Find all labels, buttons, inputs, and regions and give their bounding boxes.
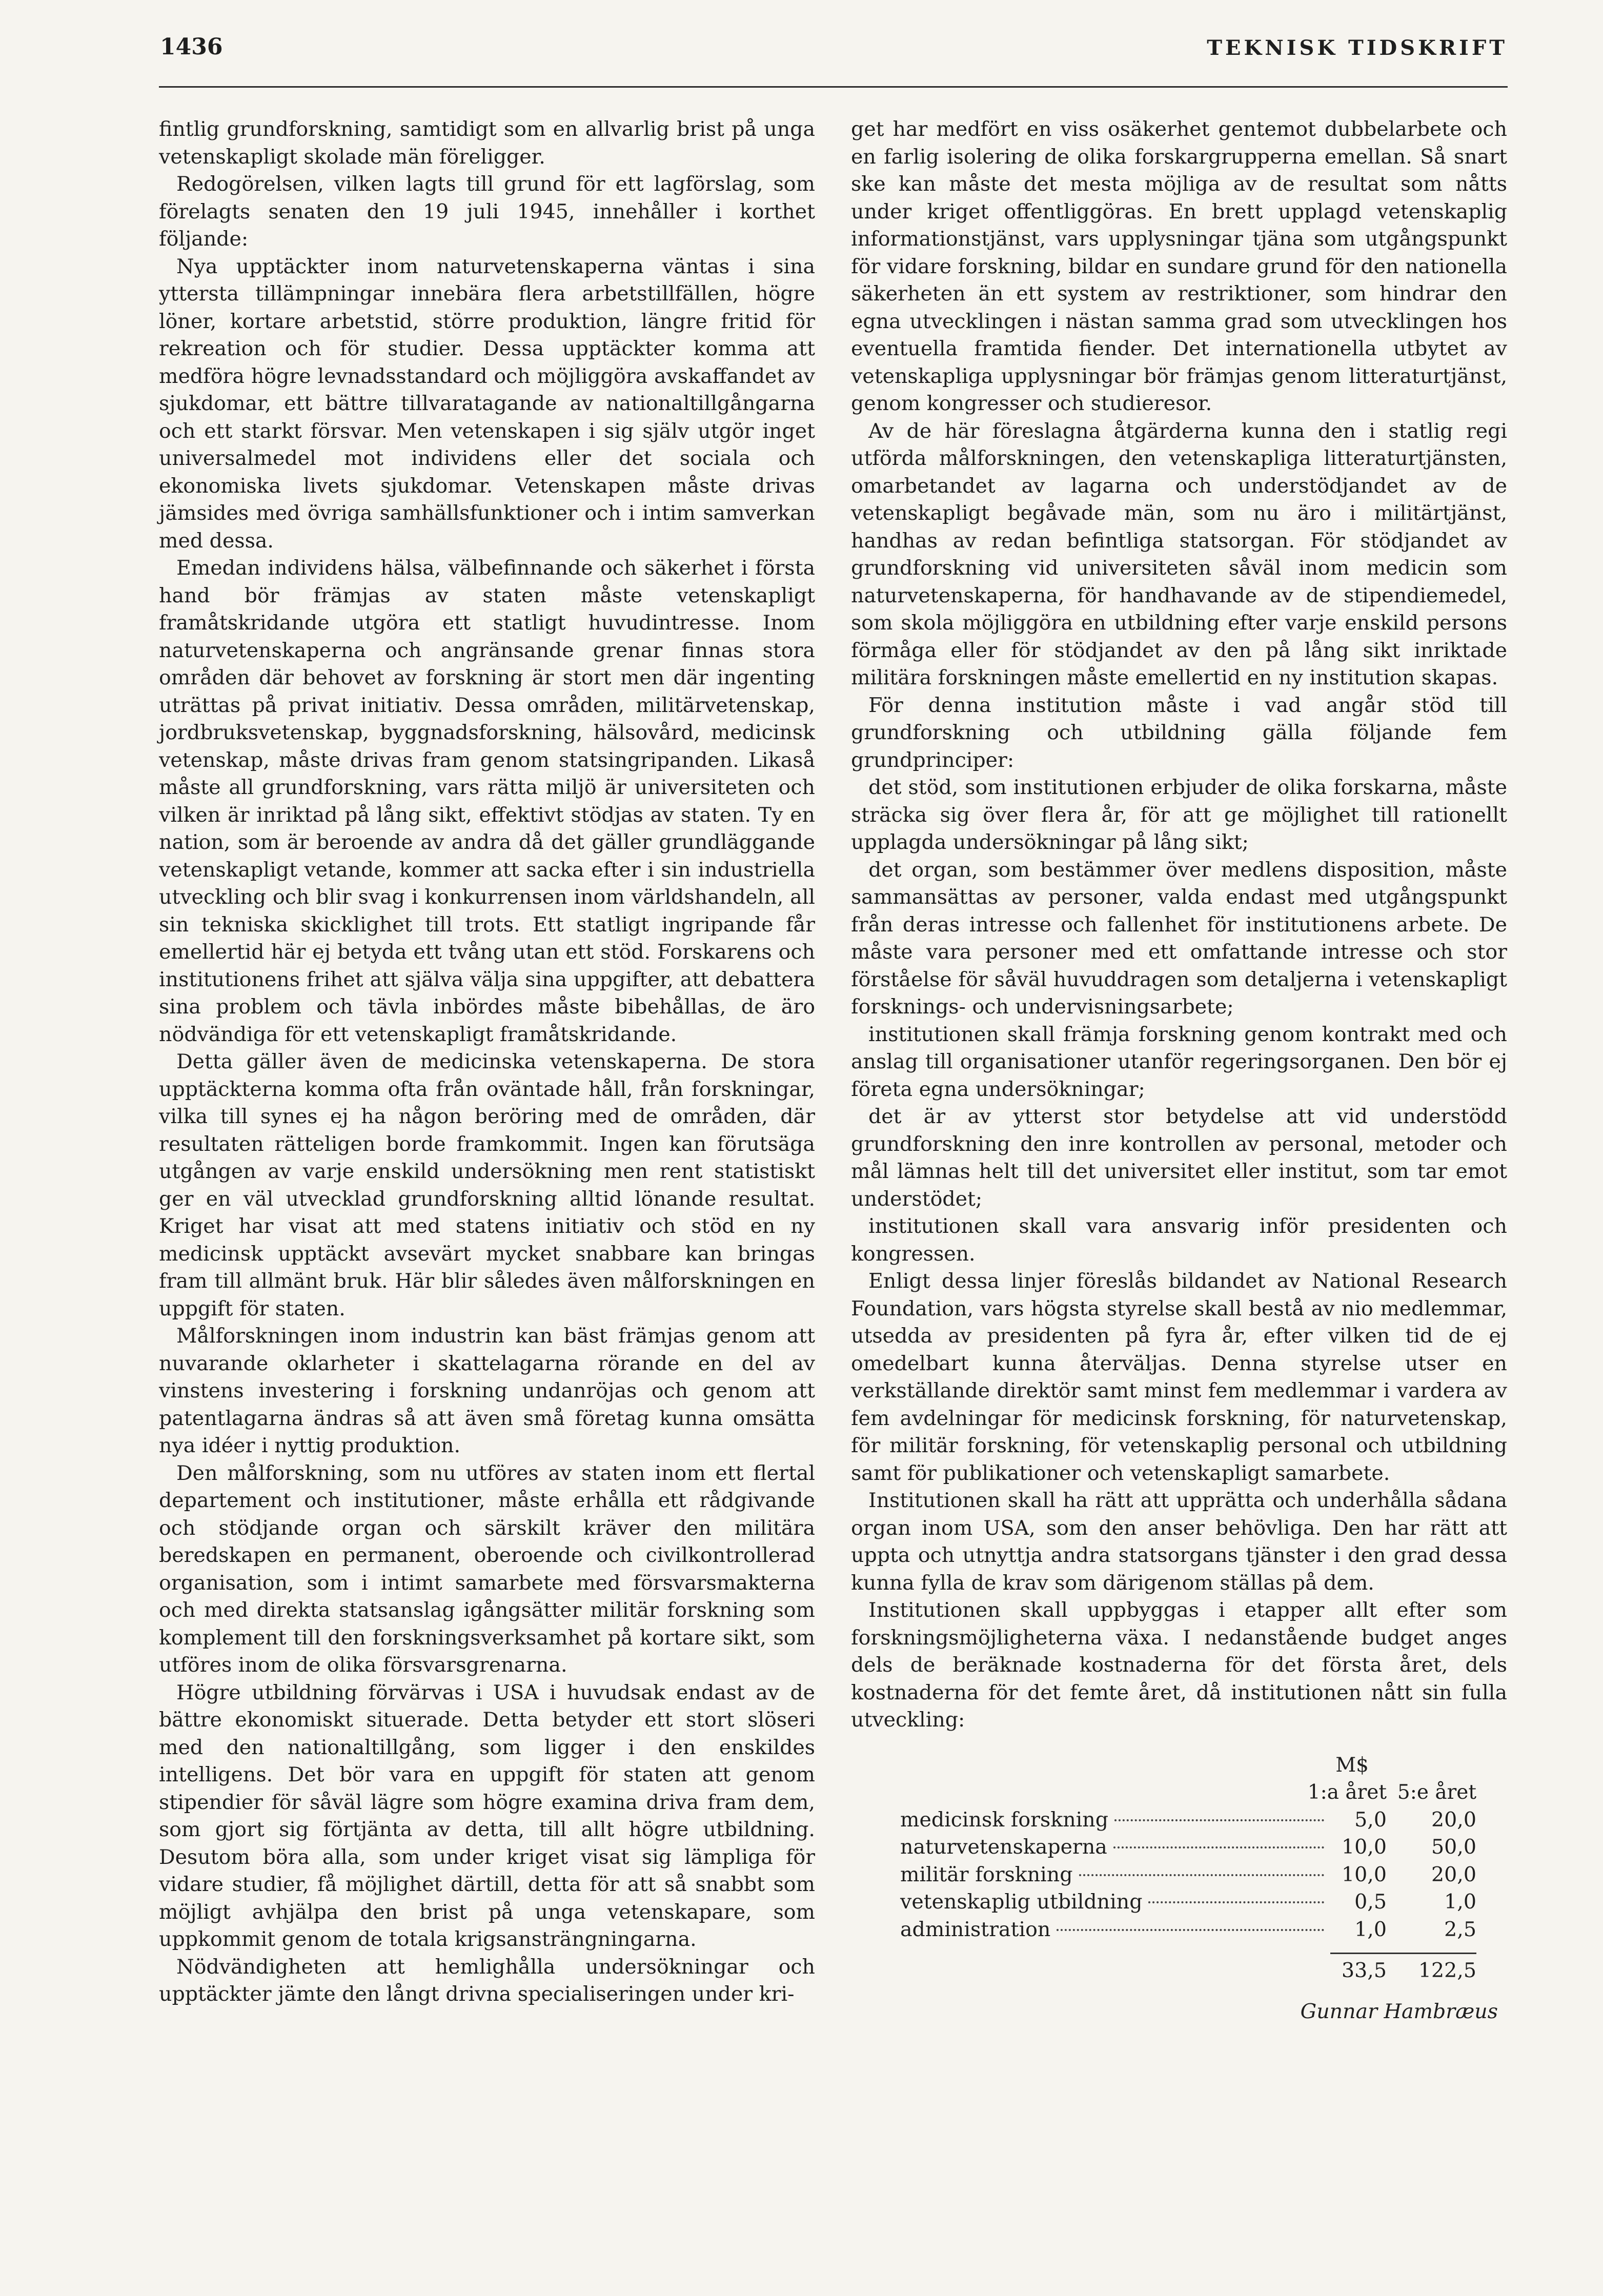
leader-dots (1148, 1901, 1324, 1903)
budget-col-year1: 1:a året (1307, 1781, 1387, 1804)
paragraph: Redogörelsen, vilken lagts till grund för ett lagförslag, som förelagts senaten den 19 juli 1945, innehåller i korthet följande: (159, 172, 815, 251)
page-number: 1436 (160, 34, 223, 60)
budget-row-label: medicinsk forskning (900, 1807, 1108, 1832)
journal-title: TEKNISK TIDSKRIFT (1207, 36, 1508, 60)
budget-year1-value: 5,0 (1354, 1807, 1387, 1832)
budget-row-label: naturvetenskaperna (900, 1835, 1107, 1859)
budget-year5-value: 2,5 (1444, 1917, 1476, 1941)
leader-dots (1057, 1929, 1324, 1931)
budget-year1-value: 1,0 (1354, 1917, 1387, 1941)
header-rule (159, 86, 1508, 88)
paragraph: För denna institution måste i vad angår stöd till grundforskning och utbildning gälla följande fem grundprinciper: (851, 693, 1507, 772)
paragraph: Målforskningen inom industrin kan bäst främjas genom att nuvarande oklarheter i skattelagarna rörande en del av vinstens investering i forskning undanröjas och genom att patentlagarna ändras så att även små företag kunna omsätta nya idéer i nyttig produktion. (159, 1324, 815, 1457)
paragraph: Emedan individens hälsa, välbefinnande och säkerhet i första hand bör främjas av staten måste vetenskapligt framåtskridande utgöra ett statligt huvudintresse. Inom naturvetenskaperna och angränsande grenar finnas stora områden där behovet av forskning är stort men där ingenting uträttas på privat initiativ. Dessa områden, militärvetenskap, jordbruksvetenskap, byggnadsforskning, hälsovård, medicinsk vetenskap, måste drivas fram genom statsingripanden. Likaså måste all grundforskning, vars rätta miljö är universiteten och vilken är inriktad på lång sikt, effektivt stödjas av staten. Ty en nation, som är beroende av andra då det gäller grundläggande vetenskapligt vetande, kommer att sacka efter i sin industriella utveckling och blir svag i konkurrensen inom världshandeln, all sin tekniska skicklighet till trots. Ett statligt ingripande får emellertid här ej betyda ett tvång utan ett stöd. Forskarens och institutionens frihet att själva välja sina uppgifter, att debattera sina problem och tävla inbördes måste bibehållas, de äro nödvändiga för ett vetenskapligt framåtskridande. (159, 556, 815, 1046)
budget-total-year1: 33,5 (1330, 1953, 1387, 1985)
paragraph: get har medfört en viss osäkerhet gentemot dubbelarbete och en farlig isolering de olika forskargrupperna emellan. Så snart ske kan måste det mesta möjliga av de resultat som nåtts under kriget offentliggöras. En brett upplagd vetenskaplig informationstjänst, vars upplysningar tjäna som utgångspunkt för vidare forskning, bildar en sundare grund för den nationella säkerheten än ett system av restriktioner, som hindrar den egna utvecklingen i nästan samma grad som utvecklingen hos eventuella framtida fiender. Det internationella utbytet av vetenskapliga upplysningar bör främjas genom litteraturtjänst, genom kongresser och studieresor. (851, 117, 1507, 415)
principle-item: institutionen skall främja forskning genom kontrakt med och anslag till organisationer utanför regeringsorganen. Den bör ej företa egna undersökningar; (851, 1022, 1507, 1101)
paragraph: Den målforskning, som nu utföres av staten inom ett flertal departement och institutioner, måste erhålla ett rådgivande och stödjande organ och särskilt kräver den militära beredskapen en permanent, oberoende och civilkontrollerad organisation, som i intimt samarbete med försvarsmakterna och med direkta statsanslag igångsätter militär forskning som komplement till den forskningsverksamhet på kortare sikt, som utföres inom de olika försvarsgrenarna. (159, 1461, 815, 1677)
paragraph: Institutionen skall ha rätt att upprätta och underhålla sådana organ inom USA, som den anser behövliga. Den har rätt att uppta och utnyttja andra statsorgans tjänster i den grad dessa kunna fylla de krav som därigenom ställas på dem. (851, 1489, 1507, 1595)
budget-table (851, 1752, 1476, 1985)
principle-item: institutionen skall vara ansvarig inför presidenten och kongressen. (851, 1214, 1507, 1266)
right-column (851, 116, 1507, 2025)
budget-currency: M$ (1335, 1753, 1369, 1777)
budget-year1-value: 0,5 (1354, 1890, 1387, 1914)
budget-row-label: administration (900, 1917, 1051, 1941)
budget-col-year5: 5:e året (1397, 1781, 1476, 1804)
paragraph: Nya upptäckter inom naturvetenskaperna väntas i sina yttersta tillämpningar innebära flera arbetstillfällen, högre löner, kortare arbetstid, större produktion, längre fritid för rekreation och för studier. Dessa upptäckter komma att medföra högre levnadsstandard och möjliggöra avskaffandet av sjukdomar, ett bättre tillvaratagande av nationaltillgångarna och ett starkt försvar. Men vetenskapen i sig själv utgör inget universalmedel mot individens eller det sociala och ekonomiska livets sjukdomar. Vetenskapen måste drivas jämsides med övriga samhällsfunktioner och i intim samverkan med dessa. (159, 254, 815, 553)
budget-column-headers (851, 1779, 1476, 1806)
left-column (159, 116, 815, 2008)
paragraph: Enligt dessa linjer föreslås bildandet av National Research Foundation, vars högsta styrelse skall bestå av nio medlemmar, utsedda av presidenten på fyra år, efter vilken tid de ej omedelbart kunna återväljas. Denna styrelse utser en verkställande direktör samt minst fem medlemmar i vardera av fem avdelningar för medicinsk forskning, för naturvetenskap, för militär forskning, för vetenskaplig personal och utbildning samt för publikationer och vetenskapligt samarbete. (851, 1269, 1507, 1485)
leader-dots (1079, 1874, 1324, 1876)
budget-year5-value: 1,0 (1444, 1890, 1476, 1914)
principle-item: det stöd, som institutionen erbjuder de olika forskarna, måste sträcka sig över flera år, för att ge möjlighet till rationellt upplagda undersökningar på lång sikt; (851, 776, 1507, 854)
budget-year5-value: 50,0 (1431, 1835, 1476, 1859)
author-signature: Gunnar Hambræus (1300, 1999, 1498, 2023)
budget-row (851, 1916, 1476, 1944)
paragraph: Institutionen skall uppbyggas i etapper allt efter som forskningsmöjligheterna växa. I nedanstående budget anges dels de beräknade kostnaderna för det första året, dels kostnaderna för det femte året, då institutionen nått sin fulla utveckling: (851, 1598, 1507, 1732)
budget-row (851, 1806, 1476, 1834)
budget-totals (851, 1953, 1476, 1985)
budget-year5-value: 20,0 (1431, 1862, 1476, 1886)
budget-row-label: vetenskaplig utbildning (900, 1890, 1143, 1914)
paragraph: Högre utbildning förvärvas i USA i huvudsak endast av de bättre ekonomiskt situerade. Detta betyder ett stort slöseri med den nationaltillgång, som ligger i den enskildes intelligens. Det bör vara en uppgift för staten att genom stipendier för såväl lägre som högre examina driva fram dem, som gjort sig förtjänta av detta, till allt högre utbildning. Desutom böra alla, som under kriget visat sig lämpliga för vidare studier, få möjlighet därtill, detta för att så snabbt som möjligt avhjälpa den brist på unga vetenskapare, som uppkommit genom de totala krigsansträngningarna. (159, 1680, 815, 1951)
principle-item: det organ, som bestämmer över medlens disposition, måste sammansättas av personer, valda endast med utgångspunkt från deras intresse och fallenhet för institutionens arbete. De måste vara personer med ett omfattande intresse och stor förståelse för såväl huvuddragen som detaljerna i vetenskapligt forsknings- och undervisningsarbete; (851, 858, 1507, 1019)
budget-total-year5: 122,5 (1387, 1953, 1476, 1985)
budget-year1-value: 10,0 (1342, 1862, 1387, 1886)
budget-year1-value: 10,0 (1342, 1835, 1387, 1859)
paragraph: Detta gäller även de medicinska vetenskaperna. De stora upptäckterna komma ofta från oväntade håll, från forskningar, vilka till synes ej ha någon beröring med de områden, där resultaten rätteligen borde framkommit. Ingen kan förutsäga utgången av varje enskild undersökning men rent statistiskt ger en väl utvecklad grundforskning alltid lönande resultat. Kriget har visat att med statens initiativ och stöd en ny medicinsk upptäckt avsevärt mycket snabbare kan bringas fram till allmänt bruk. Här blir således även målforskningen en uppgift för staten. (159, 1050, 815, 1320)
paragraph: fintlig grundforskning, samtidigt som en allvarlig brist på unga vetenskapligt skolade män föreligger. (159, 117, 815, 169)
budget-row (851, 1834, 1476, 1861)
budget-row (851, 1861, 1476, 1889)
budget-row (851, 1888, 1476, 1916)
budget-year5-value: 20,0 (1431, 1807, 1476, 1832)
paragraph: Nödvändigheten att hemlighålla undersökningar och upptäckter jämte den långt drivna specialiseringen under kri- (159, 1955, 815, 2006)
principle-item: det är av ytterst stor betydelse att vid understödd grundforskning den inre kontrollen av personal, metoder och mål lämnas helt till det universitet eller institut, som tar emot understödet; (851, 1105, 1507, 1211)
paragraph: Av de här föreslagna åtgärderna kunna den i statlig regi utförda målforskningen, den vetenskapliga litteraturtjänsten, omarbetandet av lagarna och understödjandet av de vetenskapligt begåvade män, som nu äro i militärtjänst, handhas av redan befintliga statsorgan. För stödjandet av grundforskning vid universiteten såväl inom medicin som naturvetenskaperna, för handhavande av de stipendiemedel, som skola möjliggöra en utbildning efter varje enskild persons förmåga eller för stödjandet av den på lång sikt inriktade militära forskningen måste emellertid en ny institution skapas. (851, 419, 1507, 689)
leader-dots (1113, 1846, 1324, 1848)
budget-row-label: militär forskning (900, 1862, 1073, 1886)
leader-dots (1114, 1819, 1324, 1821)
